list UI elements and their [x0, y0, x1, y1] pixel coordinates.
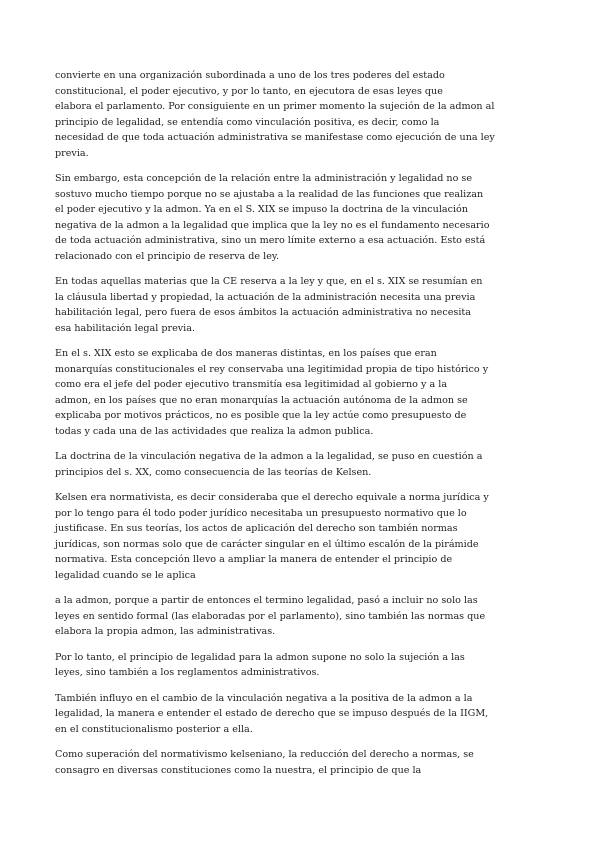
text-line: explicaba por motivos prácticos, no es posible que la ley actúe como presupuesto de — [55, 410, 467, 421]
paragraph — [55, 274, 549, 336]
text-line: relacionado con el principio de reserva de ley. — [55, 250, 280, 262]
text-line: necesidad de que toda actuación administrativa se manifestase como ejecución de una ley — [55, 132, 495, 143]
text-line: de toda actuación administrativa, sino un mero límite externo a esa actuación. Esto está — [55, 235, 486, 246]
text-line: en el constitucionalismo posterior a ella. — [55, 723, 253, 735]
text-line: leyes en sentido formal (las elaboradas por el parlamento), sino también las normas que — [55, 610, 486, 622]
paragraph — [55, 171, 549, 264]
text-line: justificase. En sus teorías, los actos de aplicación del derecho son también normas — [55, 523, 458, 534]
text-line: En el s. XIX esto se explicaba de dos maneras distintas, en los países que eran — [55, 348, 437, 359]
text-line: previa. — [55, 147, 89, 159]
text-line: legalidad, la manera e entender el estado de derecho que se impuso después de la IIGM, — [55, 708, 489, 719]
paragraph — [55, 68, 549, 161]
paragraph — [55, 747, 549, 778]
text-line: negativa de la admon a la legalidad que implica que la ley no es el fundamento necesario — [55, 219, 490, 231]
paragraph — [55, 449, 549, 480]
text-line: principio de legalidad, se entendía como vinculación positiva, es decir, como la — [55, 116, 440, 128]
text-line: elabora el parlamento. Por consiguiente en un primer momento la sujeción de la admon al — [55, 101, 495, 112]
paragraph — [55, 691, 549, 738]
text-line: consagro en diversas constituciones como la nuestra, el principio de que la — [55, 764, 422, 776]
text-line: a la admon, porque a partir de entonces el termino legalidad, pasó a incluir no solo las — [55, 595, 478, 606]
text-line: sostuvo mucho tiempo porque no se ajustaba a la realidad de las funciones que realizan — [55, 188, 484, 200]
paragraph — [55, 650, 549, 681]
text-line: monarquías constitucionales el rey conservaba una legitimidad propia de tipo histórico y — [55, 363, 489, 375]
text-line: como era el jefe del poder ejecutivo transmitía esa legitimidad al gobierno y a la — [55, 379, 448, 390]
text-line: La doctrina de la vinculación negativa de la admon a la legalidad, se puso en cuestión a — [55, 451, 483, 462]
paragraph — [55, 346, 549, 439]
text-line: leyes, sino también a los reglamentos administrativos. — [55, 667, 320, 678]
text-line: También influyo en el cambio de la vinculación negativa a la positiva de la admon a la — [55, 692, 473, 704]
text-line: todas y cada una de las actividades que realiza la admon publica. — [55, 425, 374, 437]
text-line: Como superación del normativismo kelseniano, la reducción del derecho a normas, se — [55, 749, 474, 760]
text-line: la cláusula libertad y propiedad, la actuación de la administración necesita una previa — [55, 291, 476, 303]
text-line: En todas aquellas materias que la CE reserva a la ley y que, en el s. XIX se resumían en — [55, 276, 483, 287]
text-line: por lo tengo para él todo poder jurídico necesitaba un presupuesto normativo que lo — [55, 507, 467, 519]
text-line: jurídicas, son normas solo que de carácter singular en el último escalón de la pirámide — [55, 538, 479, 550]
text-line: Sin embargo, esta concepción de la relación entre la administración y legalidad no se — [55, 173, 473, 184]
text-line: Kelsen era normativista, es decir consideraba que el derecho equivale a norma jurídica y — [55, 492, 489, 503]
document-body — [55, 68, 549, 778]
text-line: el poder ejecutivo y la admon. Ya en el S. XIX se impuso la doctrina de la vinculación — [55, 204, 469, 215]
text-line: elabora la propia admon, las administrativas. — [55, 626, 276, 637]
text-line: constitucional, el poder ejecutivo, y por lo tanto, en ejecutora de esas leyes que — [55, 85, 443, 97]
paragraph — [55, 593, 549, 640]
text-line: principios del s. XX, como consecuencia de las teorías de Kelsen. — [55, 466, 372, 478]
text-line: admon, en los países que no eran monarquías la actuación autónoma de la admon se — [55, 394, 468, 406]
text-line: habilitación legal, pero fuera de esos ámbitos la actuación administrativa no necesita — [55, 307, 471, 318]
text-line: Por lo tanto, el principio de legalidad para la admon supone no solo la sujeción a las — [55, 651, 465, 663]
text-line: legalidad cuando se le aplica — [55, 569, 196, 581]
text-line: convierte en una organización subordinada a uno de los tres poderes del estado — [55, 70, 445, 81]
text-line: normativa. Esta concepción llevo a ampliar la manera de entender el principio de — [55, 554, 453, 565]
paragraph — [55, 490, 549, 583]
text-line: esa habilitación legal previa. — [55, 322, 196, 334]
